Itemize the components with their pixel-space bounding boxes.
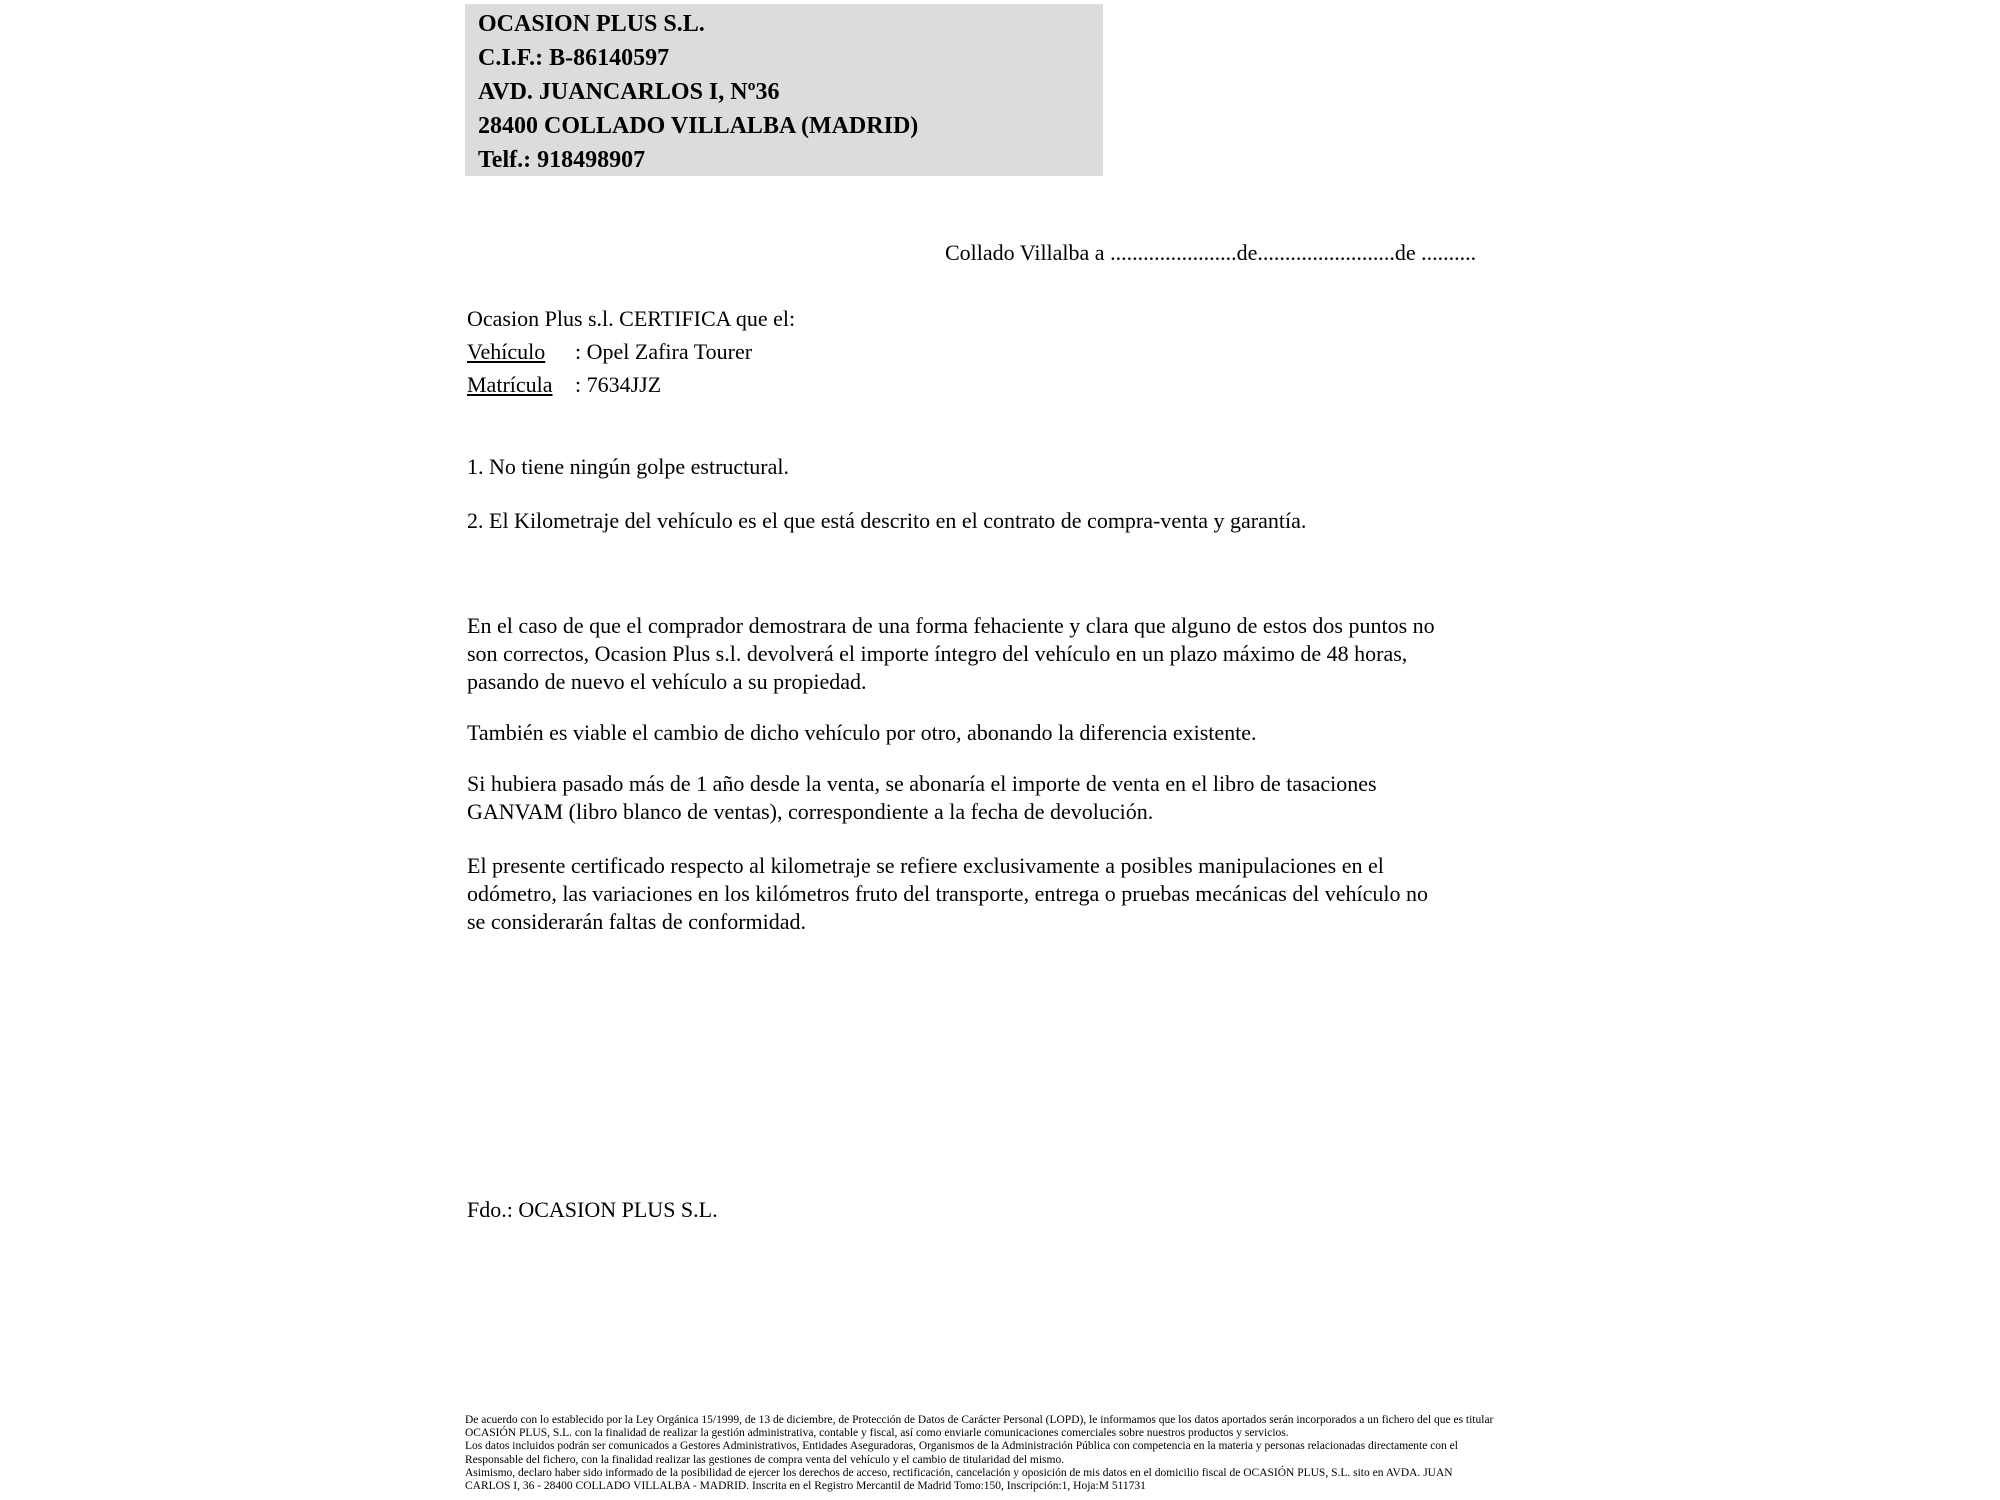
footer-line: CARLOS I, 36 - 28400 COLLADO VILLALBA - MADRID. Inscrita en el Registro Mercantil de Madrid Tomo:150, Inscripción:1, Hoja:M 511731	[465, 1480, 1146, 1493]
paragraph-line: GANVAM (libro blanco de ventas), correspondiente a la fecha de devolución.	[467, 799, 1154, 824]
paragraph-line: odómetro, las variaciones en los kilómetros fruto del transporte, entrega o pruebas mecánicas del vehículo no	[467, 881, 1428, 906]
paragraph-line: son correctos, Ocasion Plus s.l. devolverá el importe íntegro del vehículo en un plazo máximo de 48 horas,	[467, 641, 1408, 666]
footer-line: Asimismo, declaro haber sido informado de la posibilidad de ejercer los derechos de acceso, rectificación, cancelación y oposición de mis datos en el domicilio fiscal de OCASIÓN PLUS, S.L. sito en AVDA. JUAN	[465, 1466, 1453, 1479]
lopd-footer	[465, 1414, 1493, 1493]
company-cif: C.I.F.: B-86140597	[478, 45, 670, 71]
footer-line: Los datos incluidos podrán ser comunicados a Gestores Administrativos, Entidades Aseguradoras, Organismos de la Administración Pública con competencia en la materia y personas relacionadas directamente con el	[465, 1440, 1458, 1453]
company-name: OCASION PLUS S.L.	[478, 11, 705, 37]
certify-intro: Ocasion Plus s.l. CERTIFICA que el:	[467, 306, 796, 331]
condition-item-1: 1. No tiene ningún golpe estructural.	[467, 454, 789, 479]
paragraph-line: En el caso de que el comprador demostrara de una forma fehaciente y clara que alguno de estos dos puntos no	[467, 613, 1435, 638]
vehicle-value: : Opel Zafira Tourer	[575, 339, 753, 364]
paragraph-line: se considerarán faltas de conformidad.	[467, 909, 807, 934]
vehicle-row	[467, 339, 752, 365]
signature-line: Fdo.: OCASION PLUS S.L.	[467, 1197, 718, 1222]
footer-line: De acuerdo con lo establecido por la Ley Orgánica 15/1999, de 13 de diciembre, de Protección de Datos de Carácter Personal (LOPD), le informamos que los datos aportados serán incorporados a un fichero del que es titular	[465, 1414, 1494, 1426]
company-phone: Telf.: 918498907	[478, 147, 646, 173]
paragraph-line: El presente certificado respecto al kilometraje se refiere exclusivamente a posibles manipulaciones en el	[467, 853, 1384, 878]
plate-value: : 7634JJZ	[575, 372, 662, 397]
company-header-block	[465, 4, 1103, 176]
paragraph-line: También es viable el cambio de dicho vehículo por otro, abonando la diferencia existente.	[467, 720, 1257, 745]
condition-item-2: 2. El Kilometraje del vehículo es el que está descrito en el contrato de compra-venta y garantía.	[467, 508, 1307, 533]
date-line: Collado Villalba a .......................de.........................de ..........	[945, 240, 1477, 265]
footer-line: OCASIÓN PLUS, S.L. con la finalidad de realizar la gestión administrativa, contable y fiscal, así como enviarle comunicaciones comerciales sobre nuestros productos y servicios.	[465, 1427, 1289, 1440]
company-address: AVD. JUANCARLOS I, Nº36	[478, 79, 780, 105]
paragraph-line: Si hubiera pasado más de 1 año desde la venta, se abonaría el importe de venta en el libro de tasaciones	[467, 771, 1377, 796]
paragraph-refund	[467, 612, 1435, 696]
vehicle-label: Vehículo	[467, 339, 546, 364]
plate-row	[467, 372, 661, 398]
paragraph-ganvam	[467, 770, 1377, 826]
paragraph-exchange	[467, 719, 1257, 747]
paragraph-odometer	[467, 852, 1428, 936]
company-city: 28400 COLLADO VILLALBA (MADRID)	[478, 113, 919, 139]
plate-label: Matrícula	[467, 372, 553, 397]
footer-line: Responsable del fichero, con la finalidad realizar las gestiones de compra venta del vehículo y el cambio de titularidad del mismo.	[465, 1453, 1065, 1466]
paragraph-line: pasando de nuevo el vehículo a su propiedad.	[467, 669, 867, 694]
